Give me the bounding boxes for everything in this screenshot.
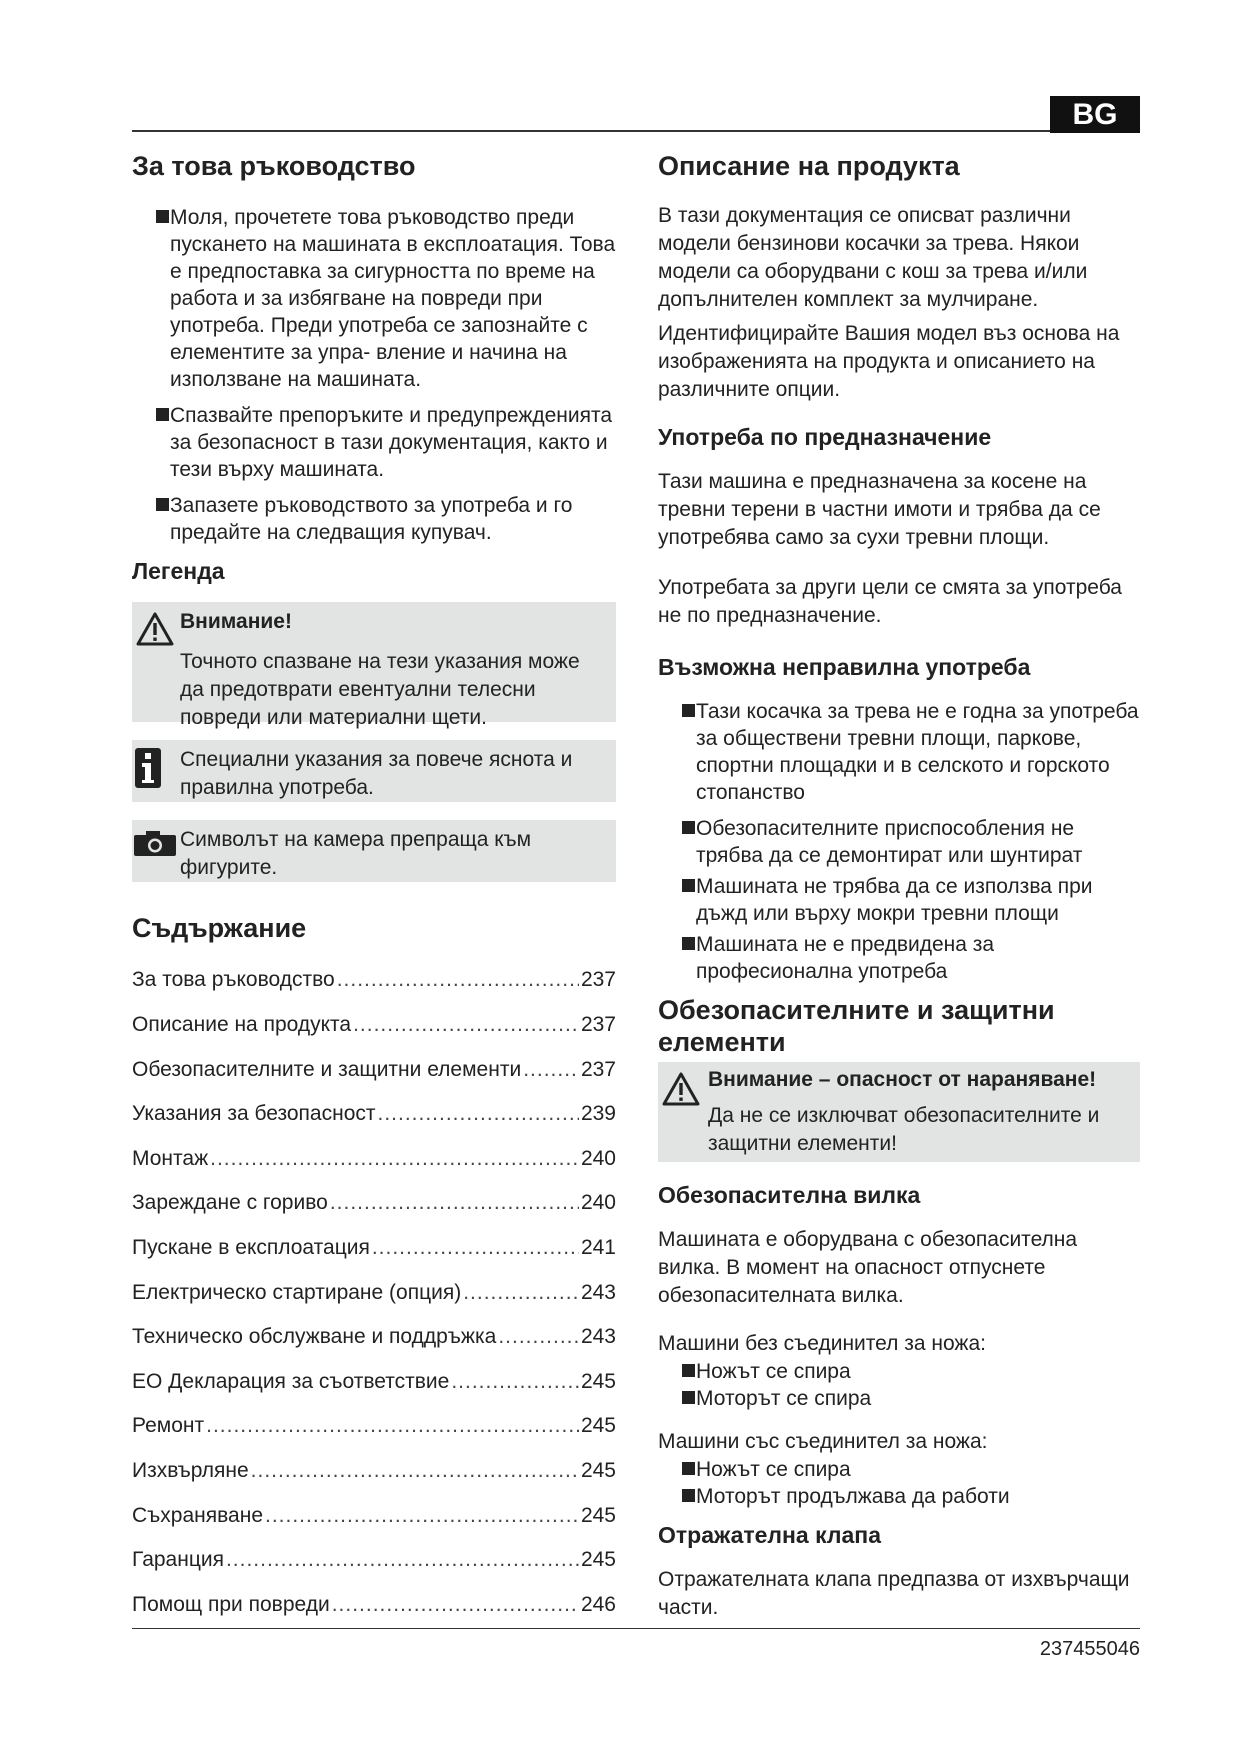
toc-entry[interactable]: Описание на продукта ..... 237 <box>132 1011 616 1056</box>
square-bullet-icon <box>682 1462 695 1475</box>
about-list <box>132 204 616 546</box>
deflector-heading: Отражателна клапа <box>658 1521 881 1548</box>
list-item: Моторът продължава да работи <box>658 1483 1140 1510</box>
toc-entry[interactable]: Монтаж ..... 240 <box>132 1145 616 1190</box>
product-heading: Описание на продукта <box>658 151 960 181</box>
square-bullet-icon <box>156 408 169 421</box>
language-badge: BG <box>1050 96 1140 133</box>
warning-triangle-icon <box>662 1072 700 1106</box>
toc-entry[interactable]: За това ръководство ..... 237 <box>132 966 616 1011</box>
list-item: Машината не е предвидена за професионална употреба <box>658 931 1140 985</box>
bottom-rule <box>132 1628 1140 1629</box>
camera-icon <box>134 830 176 856</box>
table-of-contents <box>132 966 616 1635</box>
square-bullet-icon <box>682 937 695 950</box>
warning-triangle-icon <box>136 612 174 646</box>
clutch-label: Машини със съединител за ножа: <box>658 1429 988 1453</box>
toc-entry[interactable]: Зареждане с гориво ..... 240 <box>132 1189 616 1234</box>
misuse-heading: Възможна неправилна употреба <box>658 653 1031 680</box>
toc-entry[interactable]: Електрическо стартиране (опция) ..... 243 <box>132 1279 616 1324</box>
square-bullet-icon <box>682 1364 695 1377</box>
product-paragraph-2: Идентифицирайте Вашия модел въз основа на изображенията на продукта и описанието на различните опции. <box>658 322 1120 402</box>
toc-entry[interactable]: Помощ при повреди ..... 246 <box>132 1591 616 1636</box>
intended-use-heading: Употреба по предназначение <box>658 424 992 451</box>
deflector-paragraph: Отражателната клапа предпазва от изхвърчащи части. <box>658 1567 1130 1619</box>
info-text: Специални указания за повече яснота и правилна употреба. <box>180 747 573 799</box>
legend-heading: Легенда <box>132 558 225 585</box>
safety-warning-title: Внимание – опасност от нараняване! <box>708 1068 1097 1092</box>
toc-heading: Съдържание <box>132 912 307 943</box>
toc-entry[interactable]: Указания за безопасност ..... 239 <box>132 1100 616 1145</box>
safety-warning-text: Да не се изключват обезопасителните и защитни елементи! <box>708 1104 1100 1156</box>
toc-entry[interactable]: Изхвърляне ..... 245 <box>132 1457 616 1502</box>
warning-text: Точното спазване на тези указания може да предотврати евентуални телесни повреди или материални щети. <box>180 649 580 729</box>
list-item: Ножът се спира <box>658 1456 1140 1483</box>
toc-entry[interactable]: Пускане в експлоатация ..... 241 <box>132 1234 616 1279</box>
intended-use-paragraph-1: Тази машина е предназначена за косене на тревни терени в частни имоти и трябва да се употребява само за сухи тревни площи. <box>658 469 1101 549</box>
list-item: Ножът се спира <box>658 1358 1140 1385</box>
list-item: Спазвайте препоръките и предупрежденията за безопасност в тази документация, както и тези върху машината. <box>132 402 616 483</box>
square-bullet-icon <box>682 879 695 892</box>
safety-lever-paragraph: Машината е оборудвана с обезопасителна вилка. В момент на опасност отпуснете обезопасителната вилка. <box>658 1227 1078 1307</box>
document-number: 237455046 <box>1039 1638 1140 1660</box>
square-bullet-icon <box>682 1391 695 1404</box>
safety-warning-box <box>658 1062 1140 1162</box>
square-bullet-icon <box>156 210 169 223</box>
clutch-list <box>658 1456 1140 1510</box>
square-bullet-icon <box>682 821 695 834</box>
info-icon <box>135 748 161 788</box>
info-legend-box <box>132 740 616 802</box>
toc-entry[interactable]: Съхраняване ..... 245 <box>132 1502 616 1547</box>
camera-text: Символът на камера препраща към фигурите. <box>180 827 532 879</box>
toc-entry[interactable]: Ремонт ..... 245 <box>132 1412 616 1457</box>
top-rule <box>132 130 1140 132</box>
list-item: Моля, прочетете това ръководство преди пускането на машината в експлоатация. Това е предпоставка за сигурността по време на работа и за избягване на повреди при употреба. Преди употреба се запознайте с елементите за упра- вление и начина на използване на машината. <box>132 204 616 393</box>
list-item: Моторът се спира <box>658 1385 1140 1412</box>
safety-lever-heading: Обезопасителна вилка <box>658 1182 921 1209</box>
camera-legend-box <box>132 820 616 882</box>
warning-title: Внимание! <box>180 609 292 633</box>
list-item: Запазете ръководството за употреба и го предайте на следващия купувач. <box>132 492 616 546</box>
safety-elements-heading: Обезопасителните и защитни елементи <box>658 994 1055 1057</box>
intended-use-paragraph-2: Употребата за други цели се смята за употреба не по предназначение. <box>658 575 1122 627</box>
list-item: Машината не трябва да се използва при дъжд или върху мокри тревни площи <box>658 873 1140 927</box>
square-bullet-icon <box>156 498 169 511</box>
list-item: Обезопасителните приспособления не трябва да се демонтират или шунтират <box>658 815 1140 869</box>
about-heading: За това ръководство <box>132 151 416 181</box>
square-bullet-icon <box>682 1489 695 1502</box>
warning-legend-box <box>132 602 616 729</box>
toc-entry[interactable]: Обезопасителните и защитни елементи ..... 237 <box>132 1056 616 1101</box>
square-bullet-icon <box>682 704 695 717</box>
no-clutch-label: Машини без съединител за ножа: <box>658 1331 986 1355</box>
product-paragraph-1: В тази документация се описват различни модели бензинови косачки за трева. Някои модели са оборудвани с кош за трева и/или допълнителен комплект за мулчиране. <box>658 204 1088 312</box>
right-column <box>658 142 1140 1622</box>
misuse-list <box>658 698 1140 985</box>
list-item: Тази косачка за трева не е годна за употреба за обществени тревни площи, паркове, спортни площадки и в селското и горското стопанство <box>658 698 1140 806</box>
no-clutch-list <box>658 1358 1140 1412</box>
toc-entry[interactable]: Техническо обслужване и поддръжка ..... 243 <box>132 1323 616 1368</box>
left-column <box>132 142 616 1635</box>
toc-entry[interactable]: Гаранция ..... 245 <box>132 1546 616 1591</box>
toc-entry[interactable]: ЕО Декларация за съответствие ..... 245 <box>132 1368 616 1413</box>
